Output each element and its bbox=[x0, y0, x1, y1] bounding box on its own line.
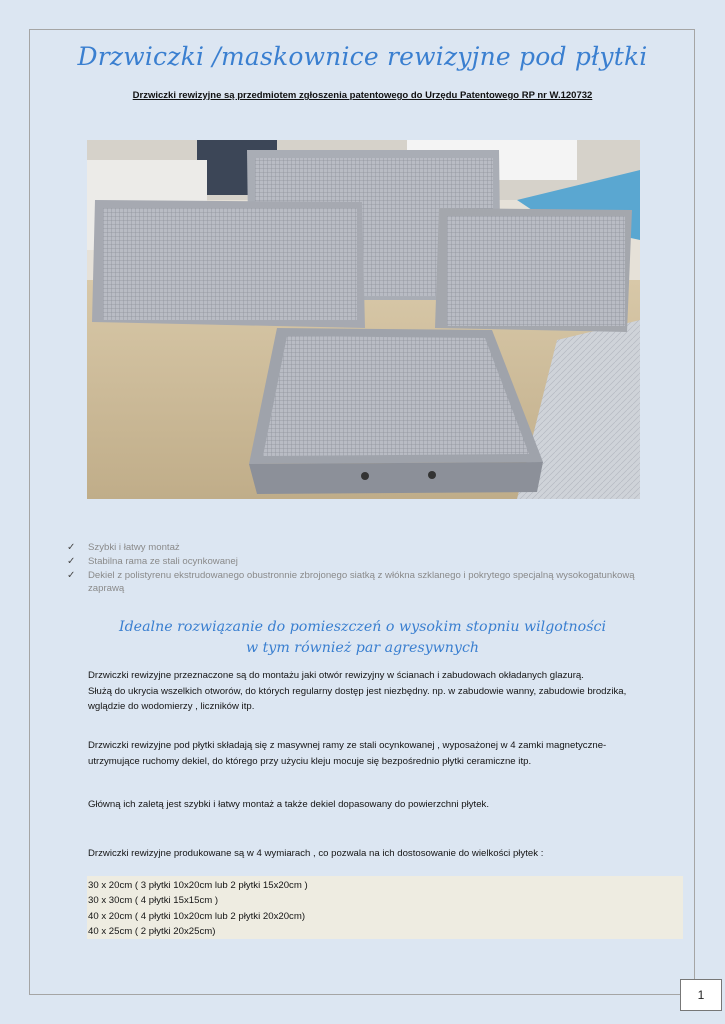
page-title: Drzwiczki /maskownice rewizyjne pod płytki bbox=[77, 42, 648, 71]
list-item: ✓ Stabilna rama ze stali ocynkowanej bbox=[67, 555, 238, 567]
checkmark-icon: ✓ bbox=[67, 569, 76, 581]
photo-of-inspection-doors-icon bbox=[87, 140, 640, 499]
paragraph-sizes-intro: Drzwiczki rewizyjne produkowane są w 4 wymiarach , co pozwala na ich dostosowanie do wielkości płytek : bbox=[88, 848, 544, 859]
patent-subtitle: Drzwiczki rewizyjne są przedmiotem zgłoszenia patentowego do Urzędu Patentowego RP nr W.120732 bbox=[132, 90, 593, 101]
sizes-list bbox=[87, 876, 683, 939]
tagline bbox=[0, 617, 725, 659]
paragraph-advantage: Główną ich zaletą jest szybki i łatwy montaż a także dekiel dopasowany do powierzchni płytek. bbox=[88, 799, 490, 810]
checkmark-icon: ✓ bbox=[67, 555, 76, 567]
tagline-line: Idealne rozwiązanie do pomieszczeń o wysokim stopniu wilgotności bbox=[119, 619, 606, 635]
list-item: 30 x 30cm ( 4 płytki 15x15cm ) bbox=[88, 895, 219, 907]
feature-list bbox=[67, 541, 667, 596]
paragraph-construction: Drzwiczki rewizyjne pod płytki składają się z masywnej ramy ze stali ocynkowanej , wyposażonej w 4 zamki magnetyczne- utrzymujące ruchomy dekiel, do którego przy użyciu kleju mocuje się bezpośrednio płytki ceramiczne itp. bbox=[88, 740, 607, 767]
tagline-line: w tym również par agresywnych bbox=[245, 640, 480, 656]
checkmark-icon: ✓ bbox=[67, 542, 76, 553]
list-item: 30 x 20cm ( 3 płytki 10x20cm lub 2 płytki 15x20cm ) bbox=[88, 880, 308, 891]
list-item: 40 x 20cm ( 4 płytki 10x20cm lub 2 płytki 20x20cm) bbox=[88, 910, 306, 922]
list-item: 40 x 25cm ( 2 płytki 20x25cm) bbox=[88, 925, 216, 937]
product-photo bbox=[87, 140, 640, 499]
paragraph-purpose: Drzwiczki rewizyjne przeznaczone są do montażu jaki otwór rewizyjny w ścianach i zabudowach okładanych glazurą. Służą do ukrycia wszelkich otworów, do których regularny dostęp jest niezbędny. np. w zabudowie wanny, zabudowie brodzika, wglądzie do wodomierzy , liczników itp. bbox=[88, 670, 627, 713]
list-item: ✓ Szybki i łatwy montaż bbox=[67, 542, 180, 553]
page-number: 1 bbox=[680, 979, 722, 1011]
list-item: ✓ Dekiel z polistyrenu ekstrudowanego obustronnie zbrojonego siatką z włókna szklanego i pokrytego specjalną wysokogatunkową zaprawą bbox=[67, 569, 635, 595]
